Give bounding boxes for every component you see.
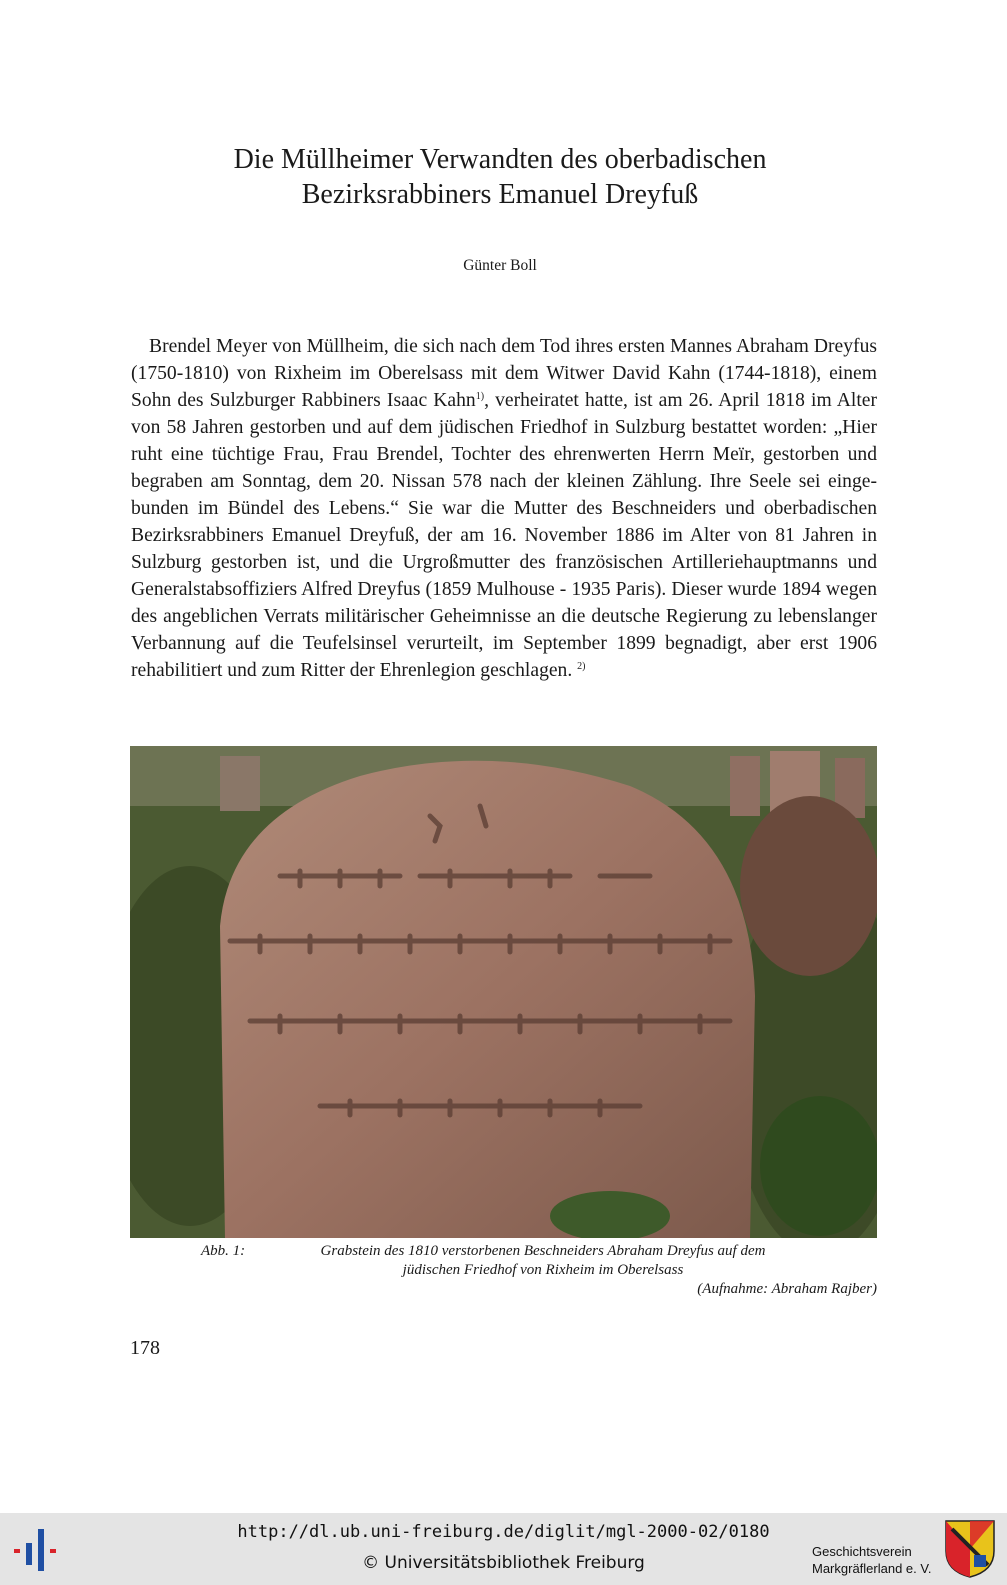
page-number: 178 bbox=[130, 1337, 160, 1359]
figure-caption bbox=[130, 1242, 877, 1299]
footnote-ref-2[interactable]: 2) bbox=[577, 661, 586, 672]
caption-line-2: jüdischen Friedhof von Rixheim im Oberelsass bbox=[402, 1262, 684, 1278]
society-line-1: Geschichtsverein bbox=[812, 1544, 912, 1559]
footer-bar bbox=[0, 1513, 1007, 1585]
title-line-2: Bezirksrabbiners Emanuel Dreyfuß bbox=[301, 179, 699, 210]
title-line-1: Die Müllheimer Verwandten des oberbadischen bbox=[233, 144, 767, 175]
coat-of-arms-icon bbox=[944, 1519, 996, 1579]
gravestone-photo bbox=[130, 746, 877, 1238]
body-paragraph bbox=[131, 333, 877, 684]
body-text-part-1: Brendel Meyer von Müllheim, die sich nach dem Tod ihres ersten Mannes Abraham Dreyfus (1750-1810) von Rixheim im Oberelsass mit dem Witwer David Kahn (1744-1818), einem Sohn des Sulzburger Rabbiners Isaac Kahn bbox=[131, 336, 877, 411]
footer-url-link[interactable]: http://dl.ub.uni-freiburg.de/diglit/mgl-2000-02/0180 bbox=[237, 1522, 770, 1542]
author-name: Günter Boll bbox=[463, 257, 537, 274]
gravestone-photo-illustration bbox=[130, 746, 877, 1238]
society-name bbox=[812, 1543, 931, 1577]
society-line-2: Markgräflerland e. V. bbox=[812, 1561, 932, 1576]
photo-credit: (Aufnahme: Abraham Rajber) bbox=[697, 1281, 877, 1297]
article-title bbox=[130, 142, 870, 212]
body-text-part-2: , verheiratet hatte, ist am 26. April 1818 im Alter von 58 Jahren gestorben und auf dem jüdischen Friedhof in Sulzburg bestattet worden: „Hier ruht eine tüchtige Frau, Frau Brendel, Tochter des ehrenwerten Herrn Meïr, gestorben und begraben am Sonntag, dem 20. Nissan 578 nach der kleinen Zählung. Ihre Seele sei eingebunden im Bündel des Lebens.“ Sie war die Mutter des Beschneiders und oberbadischen Bezirksrabbiners Emanuel Dreyfuß, der am 16. November 1886 im Alter von 81 Jahren in Sulzburg gestorben ist, und die Urgroßmutter des französischen Artilleriehauptmanns und Generalstabsoffiziers Alfred Dreyfus (1859 Mulhouse - 1935 Paris). Dieser wurde 1894 wegen des angeblichen Verrats militärischer Geheimnisse an die deutsche Regierung zu lebenslanger Verbannung auf die Teufelsinsel verurteilt, im September 1899 begnadigt, aber erst 1906 rehabilitiert und zum Ritter der Ehrenlegion geschlagen. bbox=[131, 390, 877, 681]
caption-line-1: Grabstein des 1810 verstorbenen Beschneiders Abraham Dreyfus auf dem bbox=[320, 1243, 766, 1259]
figure-label: Abb. 1: bbox=[201, 1243, 246, 1259]
footnote-ref-1[interactable]: 1) bbox=[475, 391, 485, 402]
footer-copyright: © Universitätsbibliothek Freiburg bbox=[362, 1553, 645, 1573]
